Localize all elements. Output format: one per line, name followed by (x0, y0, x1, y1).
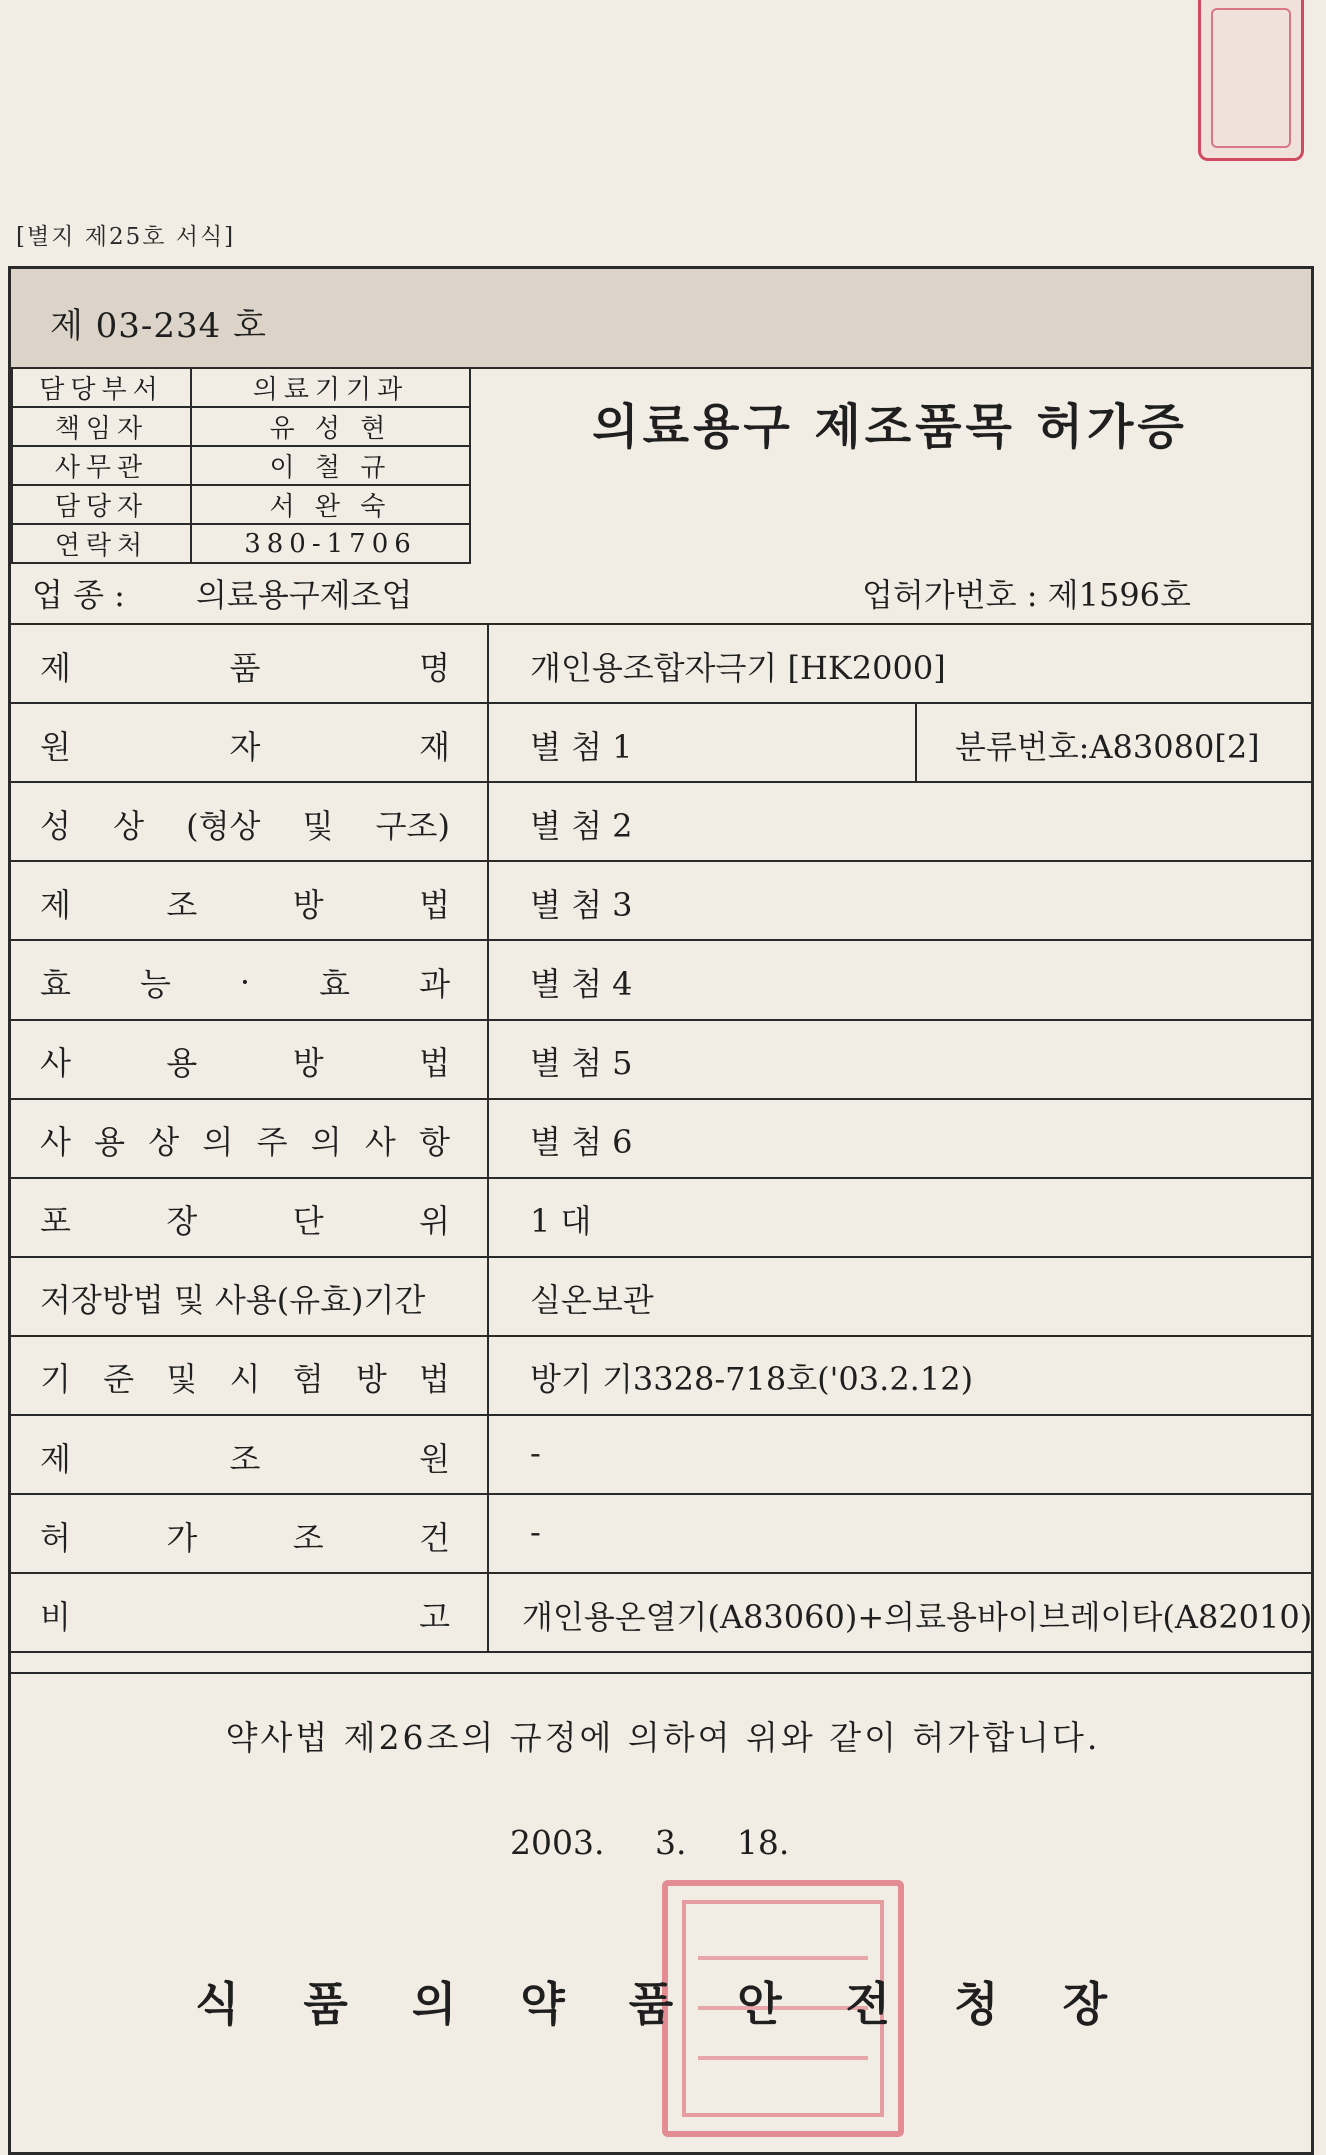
issue-date: 2003. 3. 18. (510, 1823, 790, 1862)
classification-number: 분류번호:A83080[2] (955, 727, 1260, 766)
row-value: 실온보관 (530, 1281, 654, 1320)
permit-number: 제 03-234 호 (50, 306, 267, 346)
divider (11, 939, 1311, 941)
staff-label: 연락처 (12, 524, 191, 563)
divider (11, 623, 1311, 625)
row-label-part: 상 (148, 1123, 180, 1162)
row-label-part: 가 (166, 1518, 198, 1557)
row-label (40, 1117, 450, 1163)
row-value: 개인용조합자극기 [HK2000] (530, 648, 946, 687)
staff-label: 담당자 (12, 485, 191, 524)
row-label-part: 건 (419, 1518, 450, 1557)
row-label (40, 643, 450, 689)
row-label (40, 722, 450, 768)
row-value: 별 첨 5 (530, 1044, 633, 1083)
row-label-part: 기 (40, 1360, 71, 1399)
row-value: 1 대 (530, 1202, 592, 1241)
staff-value: 이 철 규 (191, 446, 470, 485)
staff-value: 의료기기과 (191, 368, 470, 407)
row-label-part: 방 (355, 1360, 387, 1399)
row-value: - (530, 1433, 541, 1472)
row-value: 별 첨 1 (530, 727, 633, 766)
divider (11, 1493, 1311, 1495)
staff-row (12, 485, 470, 524)
row-label (40, 1275, 450, 1321)
row-label (40, 1354, 450, 1400)
row-label (40, 959, 450, 1005)
row-value: 개인용온열기(A83060)+의료용바이브레이타(A82010) (522, 1597, 1313, 1636)
row-label-part: 준 (103, 1360, 135, 1399)
row-label-part: 조 (166, 885, 198, 924)
row-label-part: 상 (113, 806, 144, 845)
row-label-part: 저장방법 및 사용(유효)기간 (40, 1281, 426, 1320)
row-label (40, 1038, 450, 1084)
staff-row (12, 524, 470, 563)
divider (11, 702, 1311, 704)
staff-row (12, 407, 470, 446)
row-label-part: 과 (419, 964, 450, 1003)
row-label-part: 위 (419, 1202, 450, 1241)
row-label-part: 효 (40, 964, 71, 1003)
row-label (40, 801, 450, 847)
divider (11, 1256, 1311, 1258)
row-label-part: 효 (319, 964, 351, 1003)
row-value: 별 첨 2 (530, 806, 633, 845)
row-label-part: 장 (166, 1202, 198, 1241)
row-label (40, 1196, 450, 1242)
row-label-part: 및 (302, 806, 334, 845)
divider (11, 1098, 1311, 1100)
staff-label: 사무관 (12, 446, 191, 485)
row-label-part: 허 (40, 1518, 71, 1557)
row-label-part: 조 (292, 1518, 324, 1557)
row-label-part: 비 (40, 1597, 71, 1636)
row-label-part: 능 (139, 964, 171, 1003)
permit-statement: 약사법 제26조의 규정에 의하여 위와 같이 허가합니다. (225, 1718, 1101, 1757)
row-value: 별 첨 6 (530, 1123, 633, 1162)
row-label-part: 제 (40, 885, 71, 924)
divider (11, 1572, 1311, 1574)
row-label-part: 구조) (375, 806, 450, 845)
issuing-agency: 식 품 의 약 품 안 전 청 장 (194, 1977, 1132, 2031)
staff-table (11, 367, 471, 564)
row-label-part: 법 (419, 885, 450, 924)
staff-value: 유 성 현 (191, 407, 470, 446)
row-label-part: 험 (292, 1360, 324, 1399)
column-divider (915, 702, 917, 781)
staff-value: 서 완 숙 (191, 485, 470, 524)
row-value: 별 첨 4 (530, 964, 633, 1003)
column-divider (487, 623, 489, 1651)
business-type-value: 의료용구제조업 (196, 576, 413, 614)
row-value: 별 첨 3 (530, 885, 633, 924)
row-label-part: 시 (229, 1360, 261, 1399)
row-label-part: 단 (292, 1202, 324, 1241)
row-value: - (530, 1512, 541, 1551)
row-label-part: 사 (40, 1044, 71, 1083)
row-label-part: 성 (40, 806, 71, 845)
row-label (40, 1513, 450, 1559)
row-label-part: 방 (292, 1044, 324, 1083)
row-label (40, 880, 450, 926)
divider (11, 1414, 1311, 1416)
row-label-part: 재 (419, 727, 450, 766)
staff-value: 380-1706 (191, 524, 470, 563)
form-label: [별지 제25호 서식] (16, 224, 236, 250)
row-label-part: 법 (419, 1044, 450, 1083)
row-label-part: 및 (166, 1360, 198, 1399)
row-label-part: 자 (229, 727, 261, 766)
row-label-part: 항 (418, 1123, 450, 1162)
divider (11, 781, 1311, 783)
divider (11, 1651, 1311, 1653)
row-label-part: 품 (229, 648, 261, 687)
row-label-part: 사 (364, 1123, 396, 1162)
row-label-part: 제 (40, 648, 71, 687)
staff-label: 담당부서 (12, 368, 191, 407)
business-type-label: 업 종 : (32, 576, 125, 614)
row-label (40, 1592, 450, 1638)
staff-label: 책임자 (12, 407, 191, 446)
row-label (40, 1434, 450, 1480)
divider (11, 1177, 1311, 1179)
row-label-part: 조 (229, 1439, 261, 1478)
row-label-part: 의 (310, 1123, 342, 1162)
divider (11, 1335, 1311, 1337)
row-label-part: 고 (419, 1597, 450, 1636)
divider (11, 1672, 1311, 1674)
divider (11, 860, 1311, 862)
row-value: 방기 기3328-718호('03.2.12) (530, 1360, 974, 1399)
row-label-part: 의 (202, 1123, 234, 1162)
row-label-part: 제 (40, 1439, 71, 1478)
row-label-part: 원 (419, 1439, 450, 1478)
row-label-part: 포 (40, 1202, 71, 1241)
row-label-part: 사 (40, 1123, 71, 1162)
seal-stamp-top (1198, 0, 1304, 161)
business-license: 업허가번호 : 제1596호 (862, 576, 1191, 614)
row-label-part: 원 (40, 727, 71, 766)
divider (11, 1019, 1311, 1021)
staff-row (12, 446, 470, 485)
document-title: 의료용구 제조품목 허가증 (592, 399, 1188, 455)
row-label-part: 용 (94, 1123, 126, 1162)
row-label-part: 방 (292, 885, 324, 924)
row-label-part: 용 (166, 1044, 198, 1083)
staff-row (12, 368, 470, 407)
row-label-part: (형상 (186, 806, 261, 845)
row-label-part: 명 (419, 648, 450, 687)
row-label-part: · (239, 962, 251, 1001)
row-label-part: 주 (256, 1123, 288, 1162)
row-label-part: 법 (419, 1360, 450, 1399)
